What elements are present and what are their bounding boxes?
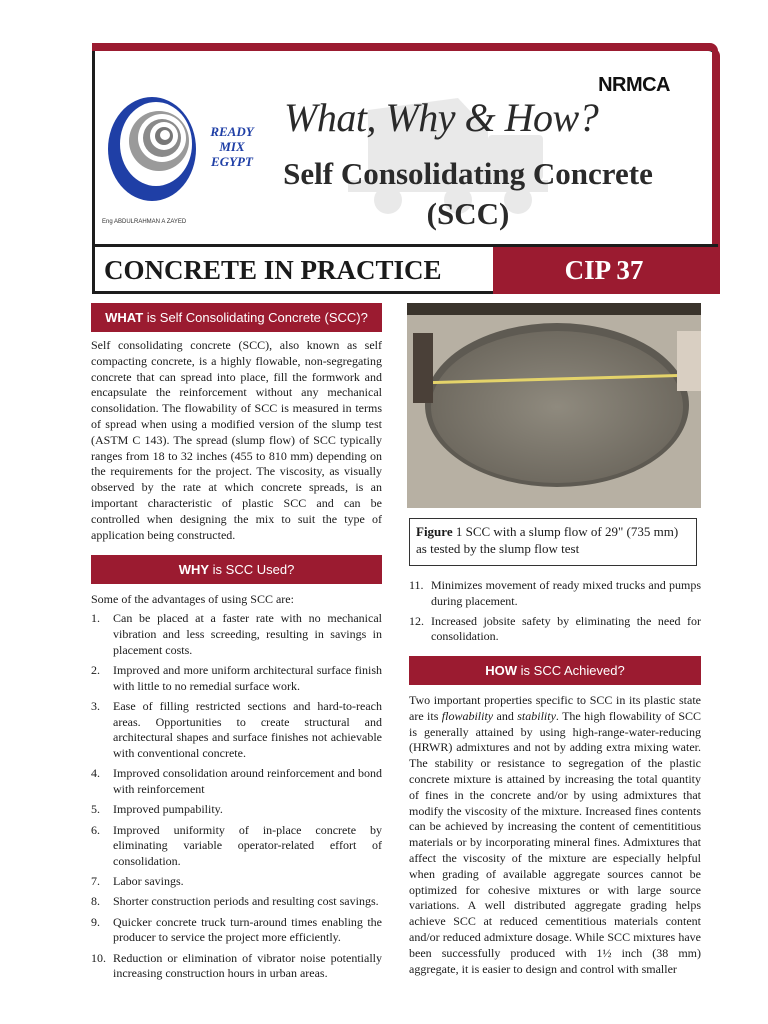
list-item-text: Quicker concrete truck turn-around times enabling the producer to service the project more efficiently. [113, 914, 382, 945]
cip-number: CIP 37 [493, 247, 715, 294]
how-body-part: Two important properties specific to SCC in its plastic state are its [409, 693, 701, 723]
slump-flow-photo [407, 303, 701, 508]
logo-line: EGYPT [211, 154, 253, 169]
list-item-number: 5. [91, 802, 100, 817]
what-heading-rest: is Self Consolidating Concrete (SCC)? [143, 310, 368, 325]
list-item-number: 4. [91, 766, 100, 781]
how-heading [409, 656, 701, 685]
logo-line: MIX [219, 139, 245, 154]
list-item-text: Shorter construction periods and resulting cost savings. [113, 894, 379, 909]
list-item-number: 12. [409, 613, 424, 628]
list-item-number: 11. [409, 578, 424, 592]
list-item-text: Improved and more uniform architectural surface finish with little to no remedial surface work. [113, 662, 382, 693]
ready-mix-logo-icon [104, 94, 204, 204]
list-item-number: 8. [91, 894, 100, 909]
how-body [409, 693, 701, 977]
how-body-part: and [493, 708, 518, 723]
list-item [91, 766, 382, 798]
list-item-text: Can be placed at a faster rate with no mechanical vibration and less screeding, resulting in savings in placement costs. [113, 611, 382, 657]
list-item-number: 9. [91, 914, 100, 929]
list-item [409, 578, 701, 610]
what-heading-bold: WHAT [105, 310, 144, 325]
stability-term: stability [517, 708, 556, 723]
figure-label: Figure [416, 524, 453, 539]
list-item-number: 10. [91, 950, 106, 965]
list-item-text: Improved pumpability. [113, 802, 223, 817]
subtitle-line: Self Consolidating Concrete [283, 156, 653, 191]
what-body: Self consolidating concrete (SCC), also known as self compacting concrete, is a highly flowable, non-segregating concrete that can spread into place, fill the formwork and encapsulate the reinforcement without any mechanical consolidation. The flowability of SCC is measured in terms of spread when using a modified version of the slump test (ASTM C 143). The spread (slump flow) of SCC typically ranges from 18 to 32 inches (455 to 810 mm) depending on the requirements for the project. The viscosity, as visually observed by the rate at which concrete spreads, is an important characteristic of plastic SCC and can be controlled when designing the mix to suit the type of application being constructed. [91, 338, 382, 542]
list-item-number: 3. [91, 698, 100, 713]
what-heading [91, 303, 382, 332]
list-item [91, 951, 382, 983]
why-list [91, 611, 382, 987]
logo-text [202, 124, 262, 169]
list-item-text: Increased jobsite safety by eliminating the need for consolidation. [431, 613, 701, 644]
list-item [91, 699, 382, 762]
flowability-term: flowability [441, 708, 494, 723]
list-item-text: Minimizes movement of ready mixed trucks and pumps during placement. [431, 578, 701, 608]
list-item [91, 915, 382, 947]
list-item-text: Ease of filling restricted sections and hard-to-reach areas. Opportunities to create structural and architectural shapes and surface finishes not achievable with conventional concrete. [113, 698, 382, 761]
figure-caption [409, 518, 697, 566]
list-item-text: Labor savings. [113, 874, 184, 889]
why-list-continued [409, 578, 701, 649]
list-item [91, 611, 382, 658]
why-heading-bold: WHY [178, 562, 210, 577]
logo-line: READY [210, 124, 254, 139]
list-item-text: Reduction or elimination of vibrator noise potentially increasing construction hours in urban areas. [113, 950, 382, 981]
list-item-text: Improved uniformity of in-place concrete by eliminating variable operator-related effort of consolidation. [113, 822, 382, 869]
page-subtitle [258, 154, 678, 234]
series-title: CONCRETE IN PRACTICE [104, 255, 442, 285]
list-item-number: 1. [91, 611, 100, 625]
list-item [91, 663, 382, 695]
logo-caption: Eng ABDULRAHMAN A ZAYED [102, 219, 187, 225]
list-item-number: 7. [91, 874, 100, 889]
list-item-number: 6. [91, 822, 100, 837]
why-heading [91, 555, 382, 584]
list-item [91, 823, 382, 870]
figure-caption-text: 1 SCC with a slump flow of 29" (735 mm) as tested by the slump flow test [416, 524, 679, 556]
list-item-text: Improved consolidation around reinforcement and bond with reinforcement [113, 766, 382, 797]
list-item [91, 894, 382, 910]
slump-flow-image-icon [407, 303, 701, 508]
list-item [409, 614, 701, 646]
why-heading-rest: is SCC Used? [209, 562, 295, 577]
org-name: NRMCA [598, 74, 670, 96]
list-item [91, 874, 382, 890]
how-body-part: . The high flowability of SCC is generally attained by using high-range-water-reducing (HRWR) admixtures and not by adding extra mixing water. The stability or resistance to segregation of the plastic concrete mixture is attained by increasing the total quantity of fines in the concrete and/or by using admixtures that modify the viscosity of the mixture. Increased fines contents can be achieved by increasing the content of cementititious materials or by incorporating mineral fines. Admixtures that affect the viscosity of the mixture are especially helpful when grading of available aggregate sources cannot be optimized for cohesive mixtures or with large source variations. A well distributed aggregate grading helps achieve SCC at reduced cementitious materials content and/or reduced admixture dosage. While SCC mixtures have been successfully produced with 1½ inch (38 mm) aggregate, it is easier to design and control with smaller [409, 708, 702, 976]
page-headline: What, Why & How? [284, 95, 599, 140]
how-heading-rest: is SCC Achieved? [517, 663, 625, 678]
how-heading-bold: HOW [485, 663, 518, 678]
list-item [91, 802, 382, 818]
why-intro: Some of the advantages of using SCC are: [91, 592, 294, 606]
subtitle-line: (SCC) [426, 196, 510, 231]
list-item-number: 2. [91, 662, 100, 677]
